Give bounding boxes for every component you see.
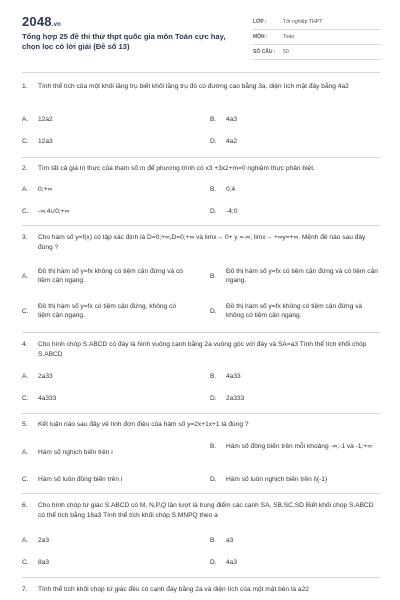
option-letter: D. (210, 307, 217, 315)
option-letter: D. (210, 395, 217, 402)
question-number: 2. (22, 165, 28, 172)
option-b[interactable] (210, 267, 380, 285)
meta-subject-label: MÔN : (253, 34, 268, 40)
option-letter: D. (210, 559, 217, 566)
option-text: Hàm số luôn nghịch biến trên i\{-1} (226, 476, 328, 483)
question-number: 6. (22, 502, 28, 509)
option-letter: B. (210, 116, 217, 123)
option-text: -4;0 (226, 208, 238, 215)
option-letter: C. (22, 138, 29, 145)
option-text: Hàm số luôn đồng biến trên i (38, 476, 123, 483)
option-text: 8a3 (38, 559, 50, 566)
question-4-header (22, 340, 380, 360)
option-text: Hàm số đồng biến trên mỗi khoảng -∞;-1 và -1;+∞ (226, 443, 372, 450)
question-number: 3. (22, 234, 28, 241)
option-text: 0;+∞ (38, 186, 53, 193)
divider (22, 493, 380, 494)
divider (22, 413, 380, 414)
option-b[interactable] (210, 372, 380, 381)
question-text: Cho hình chóp tứ giác S.ABCD có M, N,P,Q lần lượt là trung điểm các cạnh SA, SB,SC,SD Biết khối chóp S.ABCD có thể tích bằng 16a3 Tính thể tích khối chóp S.MNPQ theo a (38, 502, 374, 519)
option-letter: D. (210, 208, 217, 215)
option-letter: C. (22, 208, 29, 215)
divider (22, 157, 380, 158)
option-text: a3 (226, 537, 234, 544)
option-letter: A. (22, 116, 29, 123)
question-2 (22, 164, 380, 226)
option-text: 0,4 (226, 186, 236, 193)
option-letter: A. (22, 449, 29, 456)
option-c[interactable] (22, 475, 192, 484)
meta-subject (253, 30, 381, 45)
option-text: Đồ thị hàm số y=fx không có tiệm cận đứng và không có tiệm cận ngang. (226, 303, 363, 319)
option-text: Đồ thị hàm số y=fx không có tiệm cận đứng và có tiệm cận ngang. (38, 268, 183, 284)
question-5-header (22, 420, 380, 430)
logo-suffix: .vn (51, 22, 62, 28)
option-d[interactable] (210, 394, 380, 403)
meta-grade-value: Tốt nghiệp THPT (283, 19, 323, 25)
option-letter: B. (210, 373, 217, 380)
meta-question-count-label: SỐ CÂU : (253, 49, 276, 55)
option-b[interactable] (210, 536, 380, 545)
question-1 (22, 82, 380, 157)
option-a[interactable] (22, 267, 197, 285)
option-letter: A. (22, 186, 29, 193)
question-text: Kết luận nào sau đây về tính đơn điệu của hàm số y=2x+1x+1 là đúng ? (38, 421, 249, 428)
option-text: 12a2 (38, 116, 53, 123)
option-c[interactable] (22, 207, 192, 216)
option-text: 2a333 (226, 395, 245, 402)
option-text: 4a33 (226, 373, 241, 380)
option-c[interactable] (22, 394, 192, 403)
divider (22, 225, 380, 226)
option-a[interactable] (22, 372, 192, 381)
site-logo[interactable] (22, 14, 61, 29)
option-a[interactable] (22, 185, 192, 194)
question-6-header (22, 501, 380, 521)
option-c[interactable] (22, 137, 192, 146)
divider (22, 332, 380, 333)
question-number: 5. (22, 421, 28, 428)
logo-main: 2048 (22, 14, 52, 29)
option-letter: D. (210, 476, 217, 483)
option-text: 4a3 (226, 559, 238, 566)
question-2-header (22, 164, 380, 174)
option-text: Đồ thị hàm số y=fx có tiệm cận đứng và có tiệm cận ngang. (226, 268, 378, 284)
meta-grade (253, 15, 381, 30)
question-text: Tìm tất cả giá trị thực của tham số m để phương trình có x3 +3x2+m=0 nghiệm thực phân biệt. (38, 165, 315, 172)
question-6 (22, 501, 380, 573)
option-text: 2a33 (38, 373, 53, 380)
option-letter: C. (22, 559, 29, 566)
question-7 (22, 585, 380, 600)
option-letter: A. (22, 272, 29, 280)
divider (22, 577, 380, 578)
option-text: 2a3 (38, 537, 50, 544)
option-b[interactable] (210, 185, 380, 194)
option-letter: B. (210, 186, 217, 193)
question-text: Tính thể tích của một khối lăng trụ biết khối lăng trụ đó có đường cao bằng 3a, diện tích mặt đáy bằng 4a2 (38, 83, 349, 90)
divider (22, 72, 380, 73)
option-letter: C. (22, 307, 29, 315)
option-letter: C. (22, 395, 29, 402)
option-d[interactable] (210, 558, 380, 567)
option-text: -∞;4∪0;+∞ (38, 208, 70, 215)
option-a[interactable] (22, 536, 192, 545)
option-letter: D. (210, 138, 217, 145)
option-letter: A. (22, 373, 29, 380)
option-letter: B. (210, 537, 217, 544)
meta-grade-label: LỚP : (253, 19, 267, 25)
meta-subject-value: Toán (283, 34, 295, 40)
question-3 (22, 233, 380, 328)
option-c[interactable] (22, 558, 192, 567)
question-text: Tính thể tích khối chóp tứ giác đều có cạnh đáy bằng 2a và diện tích của một mặt bên là a22 (38, 586, 309, 593)
option-d[interactable] (210, 475, 380, 484)
question-text: Cho hàm số y=f(x) có tập xác định là D=0;+∞,D=0;+∞ và limx→ 0+ y =-∞; limx→ +∞y=+∞. Mệnh đề nào sau đây đúng ? (38, 234, 366, 251)
page-header (0, 0, 400, 72)
option-c[interactable] (22, 302, 197, 320)
question-5 (22, 420, 380, 490)
question-number: 7. (22, 586, 28, 593)
question-7-header (22, 585, 380, 595)
question-text: Cho hình chóp S.ABCD có đáy là hình vuông cạnh bằng 2a vuông góc với đáy và SA=a3 Tính thể tích khối chóp S.ABCD (38, 341, 367, 358)
option-text: 4a2 (226, 138, 238, 145)
question-3-header (22, 233, 380, 253)
option-a[interactable] (22, 115, 192, 124)
option-letter: B. (210, 272, 217, 280)
question-4 (22, 340, 380, 410)
option-b[interactable] (210, 115, 380, 124)
option-letter: A. (22, 537, 29, 544)
option-b[interactable] (210, 442, 380, 451)
option-a[interactable] (22, 448, 192, 457)
option-text: 4a333 (38, 395, 57, 402)
question-number: 1. (22, 83, 28, 90)
option-text: 4a3 (226, 116, 238, 123)
meta-question-count (253, 45, 381, 60)
question-number: 4. (22, 341, 28, 348)
option-letter: B. (210, 443, 217, 450)
option-text: Đồ thị hàm số y=fx có tiệm cận đứng, không có tiệm cận ngang. (38, 303, 177, 319)
document-title: Tổng hợp 25 đề thi thử thpt quốc gia môn Toán cực hay, chọn lọc có lời giải (Đề số 13) (22, 32, 226, 51)
option-d[interactable] (210, 137, 380, 146)
meta-question-count-value: 50 (283, 49, 289, 55)
option-letter: C. (22, 476, 29, 483)
option-text: Hàm số nghịch biến trên i (38, 449, 113, 456)
option-d[interactable] (210, 207, 380, 216)
option-text: 12a3 (38, 138, 53, 145)
question-1-header (22, 82, 380, 92)
option-d[interactable] (210, 302, 380, 320)
exam-meta (253, 15, 381, 60)
